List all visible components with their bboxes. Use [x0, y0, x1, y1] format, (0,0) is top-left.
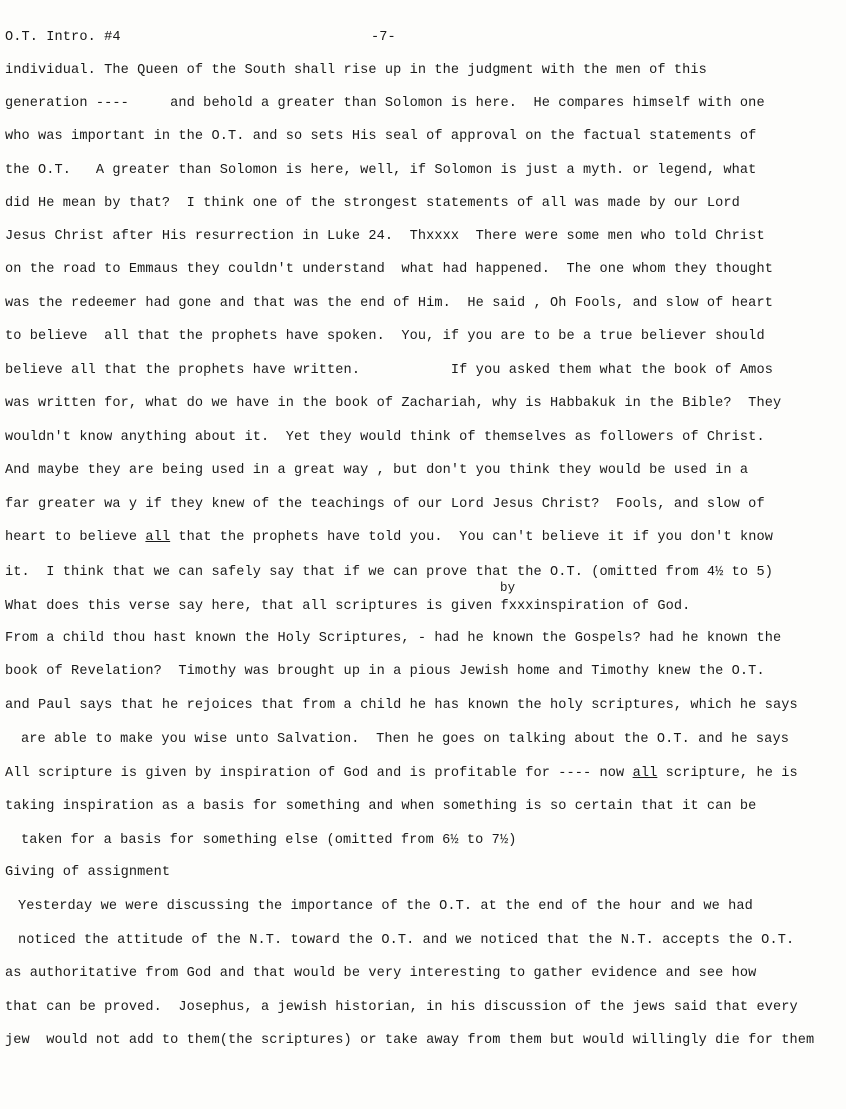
text-line-22-end: scripture, he is — [657, 766, 798, 781]
text-line-15-start: heart to believe — [5, 530, 146, 545]
text-line-12: wouldn't know anything about it. Yet they would think of themselves as followers of Christ. — [5, 430, 765, 445]
underlined-word-all: all — [145, 530, 171, 545]
text-line-20: and Paul says that he rejoices that from a child he has known the holy scriptures, which he says — [5, 698, 798, 713]
text-line-6: Jesus Christ after His resurrection in Luke 24. Thxxxx There were some men who told Christ — [5, 229, 765, 244]
text-line-19: book of Revelation? Timothy was brought up in a pious Jewish home and Timothy knew the O.T. — [5, 664, 765, 679]
text-line-27: noticed the attitude of the N.T. toward the O.T. and we noticed that the N.T. accepts the O.T. — [18, 933, 795, 948]
text-line-22 — [5, 764, 798, 784]
text-line-10: believe all that the prophets have written. If you asked them what the book of Amos — [5, 363, 773, 378]
underlined-word-all-2: all — [632, 766, 658, 781]
text-line-2: generation ---- and behold a greater than Solomon is here. He compares himself with one — [5, 96, 765, 111]
text-line-8: was the redeemer had gone and that was the end of Him. He said , Oh Fools, and slow of heart — [5, 296, 773, 311]
text-line-15 — [5, 528, 773, 548]
text-line-13: And maybe they are being used in a great way , but don't you think they would be used in a — [5, 463, 749, 478]
handwritten-insert-by: by — [500, 581, 516, 595]
text-line-22-start: All scripture is given by inspiration of God and is profitable for ---- now — [5, 766, 633, 781]
text-line-23: taking inspiration as a basis for something and when something is so certain that it can be — [5, 799, 757, 814]
text-line-5: did He mean by that? I think one of the strongest statements of all was made by our Lord — [5, 196, 740, 211]
text-line-4: the O.T. A greater than Solomon is here, well, if Solomon is just a myth. or legend, what — [5, 163, 757, 178]
text-line-3: who was important in the O.T. and so sets His seal of approval on the factual statements of — [5, 129, 757, 144]
page-number: -7- — [371, 30, 396, 45]
text-line-16: it. I think that we can safely say that if we can prove that the O.T. (omitted from 4½ to 5) — [5, 565, 773, 580]
text-line-24: taken for a basis for something else (omitted from 6½ to 7½) — [21, 833, 517, 848]
text-line-14: far greater wa y if they knew of the teachings of our Lord Jesus Christ? Fools, and slow of — [5, 497, 765, 512]
page-header — [5, 30, 841, 50]
section-heading-assignment: Giving of assignment — [5, 865, 171, 880]
text-line-15-end: that the prophets have told you. You can't believe it if you don't know — [170, 530, 773, 545]
text-line-26: Yesterday we were discussing the importance of the O.T. at the end of the hour and we had — [18, 899, 753, 914]
text-line-21: are able to make you wise unto Salvation. Then he goes on talking about the O.T. and he says — [21, 732, 789, 747]
text-line-9: to believe all that the prophets have spoken. You, if you are to be a true believer should — [5, 329, 765, 344]
text-line-17: What does this verse say here, that all scriptures is given fxxxinspiration of God. — [5, 599, 691, 614]
text-line-30: jew would not add to them(the scriptures) or take away from them but would willingly die for them — [5, 1033, 815, 1048]
text-line-7: on the road to Emmaus they couldn't understand what had happened. The one whom they thought — [5, 262, 773, 277]
text-line-28: as authoritative from God and that would be very interesting to gather evidence and see how — [5, 966, 757, 981]
text-line-11: was written for, what do we have in the book of Zachariah, why is Habbakuk in the Bible? They — [5, 396, 782, 411]
text-line-18: From a child thou hast known the Holy Scriptures, - had he known the Gospels? had he known the — [5, 631, 782, 646]
course-title: O.T. Intro. #4 — [5, 30, 121, 45]
text-line-29: that can be proved. Josephus, a jewish historian, in his discussion of the jews said that every — [5, 1000, 798, 1015]
text-line-1: individual. The Queen of the South shall rise up in the judgment with the men of this — [5, 63, 707, 78]
